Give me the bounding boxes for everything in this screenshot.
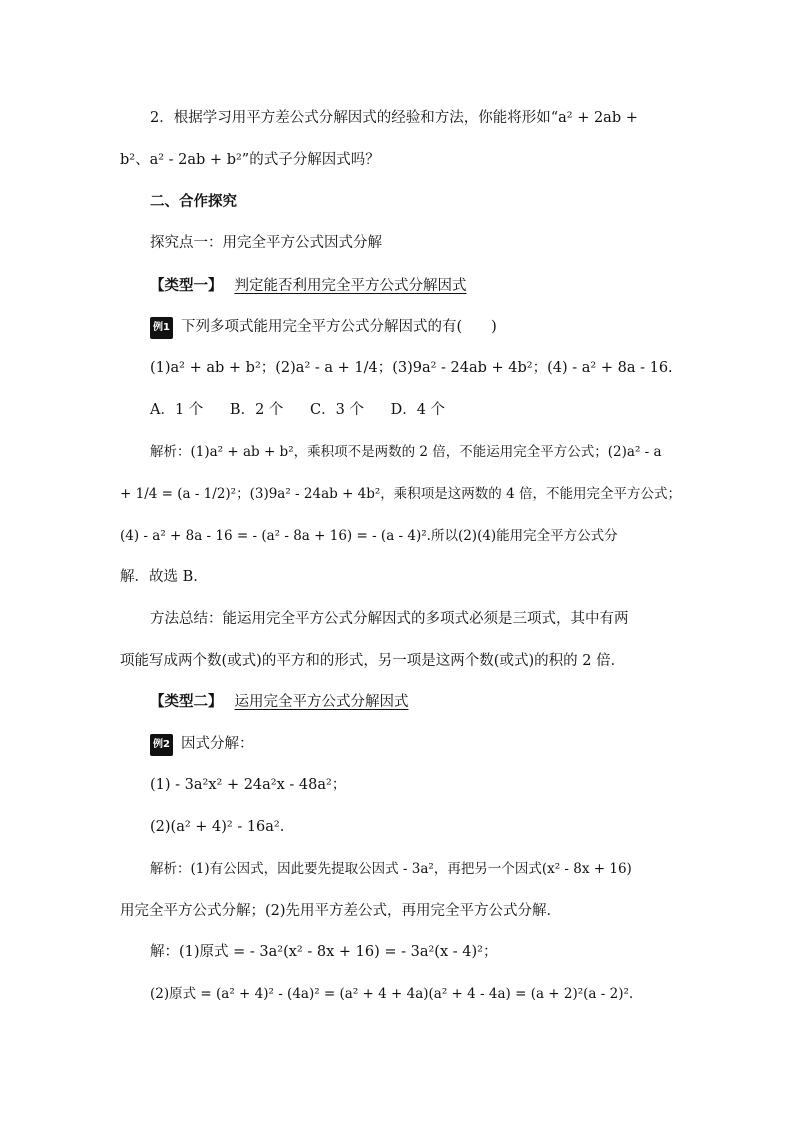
- type2-heading: [150, 692, 409, 712]
- solution-line-2: (2)原式 = (a² + 4)² - (4a)² = (a² + 4 + 4a)(a² + 4 - 4a) = (a + 2)²(a - 2)².: [150, 986, 634, 1002]
- type2-title: 运用完全平方公式分解因式: [234, 694, 409, 710]
- method-line-2: 项能写成两个数(或式)的平方和的形式，另一项是这两个数(或式)的积的 2 倍．: [120, 653, 626, 669]
- example1-items: (1)a² + ab + b²；(2)a² - a + 1/4；(3)9a² - 24ab + 4b²；(4) - a² + 8a - 16.: [150, 360, 673, 376]
- exploration-point: 探究点一：用完全平方公式因式分解: [150, 235, 382, 251]
- example2-badge: 例2: [150, 734, 173, 756]
- section-title: 二、合作探究: [150, 193, 237, 210]
- type1-title: 判定能否利用完全平方公式分解因式: [234, 278, 467, 294]
- option-a: A．1 个: [150, 402, 204, 418]
- analysis1-line-3: (4) - a² + 8a - 16 = - (a² - 8a + 16) = - (a - 4)².所以(2)(4)能用完全平方公式分: [120, 528, 618, 544]
- example1-question: 下列多项式能用完全平方公式分解因式的有( ): [180, 319, 497, 335]
- analysis1-line-1: 解析：(1)a² + ab + b²，乘积项不是两数的 2 倍，不能运用完全平方公式；(2)a² - a: [150, 444, 662, 460]
- analysis2-line-1: 解析：(1)有公因式，因此要先提取公因式 - 3a²，再把另一个因式(x² - 8x + 16): [150, 861, 632, 877]
- analysis1-line-2: + 1/4 = (a - 1/2)²；(3)9a² - 24ab + 4b²，乘积项是这两数的 4 倍，不能用完全平方公式；: [120, 486, 681, 502]
- analysis1-line-4: 解．故选 B.: [120, 569, 198, 585]
- type1-tag: 【类型一】: [150, 277, 223, 294]
- example1-badge: 例1: [150, 317, 173, 339]
- example2-question-line: [150, 734, 253, 756]
- intro-line-1: 2．根据学习用平方差公式分解因式的经验和方法，你能将形如“a² + 2ab +: [150, 110, 638, 126]
- analysis2-line-2: 用完全平方公式分解；(2)先用平方差公式，再用完全平方公式分解．: [120, 903, 562, 919]
- option-c: C．3 个: [310, 402, 364, 418]
- option-b: B．2 个: [229, 402, 284, 418]
- type1-heading: [150, 276, 467, 296]
- solution-line-1: 解：(1)原式 = - 3a²(x² - 8x + 16) = - 3a²(x - 4)²；: [150, 944, 498, 960]
- option-d: D．4 个: [390, 402, 446, 418]
- intro-line-2: b²、a² - 2ab + b²”的式子分解因式吗？: [120, 152, 380, 168]
- method-line-1: 方法总结：能运用完全平方公式分解因式的多项式必须是三项式，其中有两: [150, 611, 629, 627]
- example1-question-line: [150, 317, 497, 339]
- example2-question: 因式分解：: [180, 736, 254, 752]
- example2-item-1: (1) - 3a²x² + 24a²x - 48a²；: [150, 777, 347, 793]
- example2-item-2: (2)(a² + 4)² - 16a².: [150, 819, 285, 835]
- example1-options: [150, 400, 467, 420]
- type2-tag: 【类型二】: [150, 693, 223, 710]
